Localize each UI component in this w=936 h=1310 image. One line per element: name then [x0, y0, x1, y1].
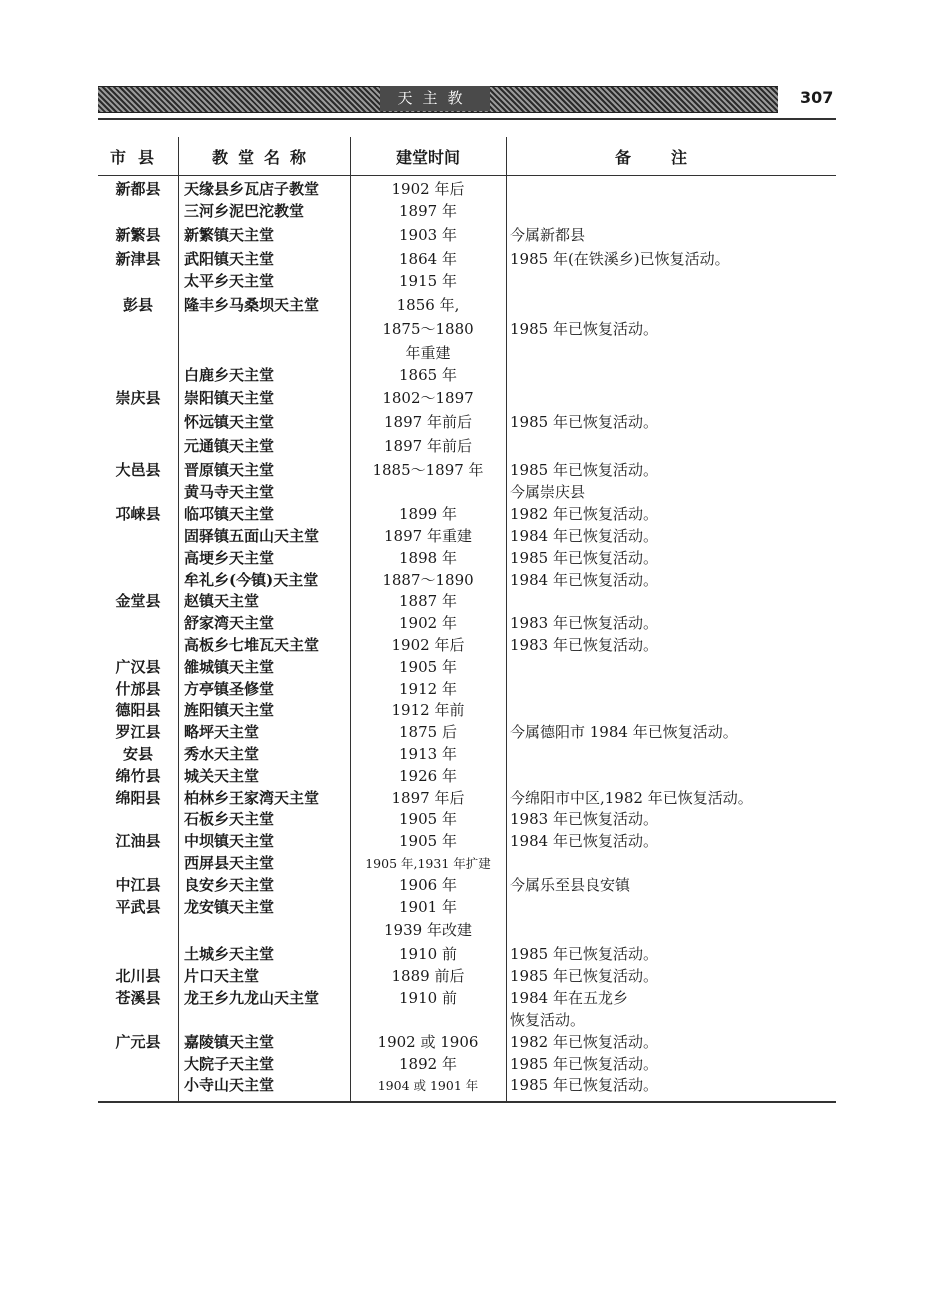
build-year-cell: 1802～1897 [382, 389, 474, 408]
county-cell: 金堂县 [115, 592, 161, 611]
church-name-cell: 良安乡天主堂 [184, 875, 275, 894]
note-cell: 1983 年已恢复活动。 [510, 810, 658, 829]
church-name-cell: 三河乡泥巴沱教堂 [184, 202, 305, 220]
table-bottom-rule [98, 1101, 836, 1103]
county-cell: 中江县 [115, 875, 161, 894]
build-year-cell: 1912 年前 [391, 701, 465, 720]
build-year-cell: 1897 年前后 [384, 437, 472, 456]
build-year-cell: 1915 年 [399, 271, 457, 290]
church-name-cell: 柏林乡王家湾天主堂 [184, 788, 320, 807]
build-year-cell: 1902 年 [399, 614, 457, 633]
table-row [98, 988, 836, 1010]
county-cell: 彭县 [122, 295, 153, 314]
build-year-cell: 1887～1890 [382, 570, 474, 589]
church-name-cell: 舒家湾天主堂 [184, 614, 275, 633]
table-row [98, 293, 836, 317]
build-year-cell: 1864 年 [399, 249, 457, 268]
build-year-cell: 1905 年 [399, 810, 457, 829]
county-cell: 德阳县 [115, 701, 161, 720]
table-row [98, 657, 836, 679]
table-row [98, 434, 836, 458]
table-row [98, 201, 836, 223]
church-name-cell: 小寺山天主堂 [184, 1076, 275, 1095]
build-year-cell: 1887 年 [399, 592, 457, 611]
county-cell: 广元县 [115, 1032, 161, 1051]
build-year-cell: 1906 年 [399, 875, 457, 894]
table-row [98, 526, 836, 548]
column-header-county: 市县 [109, 148, 166, 167]
build-year-cell: 1910 前 [399, 989, 457, 1008]
county-cell: 苍溪县 [115, 989, 161, 1008]
table-row [98, 177, 836, 201]
county-cell: 绵阳县 [115, 788, 161, 807]
note-cell: 今属德阳市 1984 年已恢复活动。 [510, 723, 738, 742]
section-title: 天主教 [380, 86, 490, 111]
note-cell: 1985 年已恢复活动。 [510, 1054, 658, 1073]
table-row [98, 548, 836, 570]
table-top-rule [98, 118, 836, 120]
note-cell: 今属崇庆县 [510, 483, 586, 502]
build-year-cell: 1865 年 [399, 365, 457, 384]
table-row [98, 386, 836, 410]
note-cell: 1985 年已恢复活动。 [510, 461, 658, 480]
church-name-cell: 崇阳镇天主堂 [184, 389, 275, 408]
church-name-cell: 怀远镇天主堂 [184, 413, 275, 432]
table-row [98, 853, 836, 875]
note-cell: 1984 年已恢复活动。 [510, 526, 658, 545]
table-row [98, 1054, 836, 1076]
table-row [98, 897, 836, 919]
table-row [98, 341, 836, 365]
build-year-cell: 1897 年后 [391, 788, 465, 807]
church-name-cell: 龙王乡九龙山天主堂 [184, 989, 320, 1008]
note-cell: 1985 年已恢复活动。 [510, 548, 658, 567]
church-name-cell: 白鹿乡天主堂 [184, 365, 275, 384]
note-cell: 1985 年已恢复活动。 [510, 945, 658, 964]
table-row [98, 875, 836, 897]
table-row [98, 482, 836, 504]
county-cell: 大邑县 [115, 461, 161, 480]
build-year-cell: 1902 年后 [391, 180, 465, 198]
table-row [98, 918, 836, 942]
table-row [98, 591, 836, 613]
table-row [98, 317, 836, 341]
build-year-cell: 1889 前后 [391, 967, 465, 986]
note-cell: 今绵阳市中区,1982 年已恢复活动。 [510, 788, 753, 807]
church-name-cell: 天缘县乡瓦店子教堂 [184, 180, 320, 198]
county-cell: 北川县 [115, 967, 161, 986]
note-cell: 1985 年已恢复活动。 [510, 319, 658, 338]
note-cell: 1983 年已恢复活动。 [510, 614, 658, 633]
church-name-cell: 嘉陵镇天主堂 [184, 1032, 275, 1051]
table-row [98, 700, 836, 722]
note-cell: 1985 年已恢复活动。 [510, 413, 658, 432]
build-year-cell: 1875～1880 [382, 319, 474, 338]
church-name-cell: 隆丰乡马桑坝天主堂 [184, 295, 320, 314]
table-row [98, 942, 836, 966]
build-year-cell: 1903 年 [399, 225, 457, 244]
county-cell: 广汉县 [115, 657, 161, 676]
table-row [98, 788, 836, 810]
church-name-cell: 中坝镇天主堂 [184, 832, 275, 851]
build-year-cell: 1904 或 1901 年 [377, 1078, 479, 1094]
build-year-cell: 1913 年 [399, 744, 457, 763]
table-row [98, 831, 836, 853]
table-row [98, 247, 836, 271]
build-year-cell: 1897 年重建 [384, 526, 472, 545]
church-name-cell: 大院子天主堂 [184, 1054, 275, 1073]
build-year-cell: 1898 年 [399, 548, 457, 567]
table-row [98, 766, 836, 788]
build-year-cell: 1902 或 1906 [377, 1032, 479, 1051]
church-name-cell: 新繁镇天主堂 [184, 225, 275, 244]
county-cell: 崇庆县 [115, 389, 161, 408]
note-cell: 1985 年(在铁溪乡)已恢复活动。 [510, 249, 730, 268]
county-cell: 安县 [122, 744, 153, 763]
note-cell: 今属乐至县良安镇 [510, 875, 631, 894]
page-number: 307 [800, 88, 834, 107]
table-row [98, 223, 836, 247]
table-header-rule [98, 175, 836, 176]
column-header-note: 备注 [614, 148, 727, 167]
note-cell: 1984 年已恢复活动。 [510, 832, 658, 851]
county-cell: 新都县 [115, 180, 161, 198]
build-year-cell: 1899 年 [399, 505, 457, 524]
county-cell: 平武县 [115, 897, 161, 916]
table-row [98, 1032, 836, 1054]
church-name-cell: 高埂乡天主堂 [184, 548, 275, 567]
table-row [98, 504, 836, 526]
build-year-cell: 1939 年改建 [384, 921, 472, 940]
build-year-cell: 1905 年 [399, 832, 457, 851]
church-name-cell: 晋原镇天主堂 [184, 461, 275, 480]
note-cell: 1984 年在五龙乡 [510, 989, 628, 1008]
note-cell: 今属新都县 [510, 225, 586, 244]
table-row [98, 365, 836, 387]
table-row [98, 1075, 836, 1097]
note-cell: 1982 年已恢复活动。 [510, 505, 658, 524]
church-name-cell: 元通镇天主堂 [184, 437, 275, 456]
column-header-church: 教堂名称 [211, 148, 316, 167]
table-body [98, 177, 836, 1097]
church-name-cell: 旌阳镇天主堂 [184, 701, 275, 720]
build-year-cell: 1897 年前后 [384, 413, 472, 432]
church-name-cell: 方亭镇圣修堂 [184, 679, 275, 698]
note-cell: 1985 年已恢复活动。 [510, 1076, 658, 1095]
church-name-cell: 武阳镇天主堂 [184, 249, 275, 268]
table-row [98, 679, 836, 701]
church-name-cell: 石板乡天主堂 [184, 810, 275, 829]
note-cell: 1985 年已恢复活动。 [510, 967, 658, 986]
note-cell: 1983 年已恢复活动。 [510, 635, 658, 654]
church-name-cell: 临邛镇天主堂 [184, 505, 275, 524]
build-year-cell: 1892 年 [399, 1054, 457, 1073]
table-row [98, 1010, 836, 1032]
church-name-cell: 高板乡七堆瓦天主堂 [184, 635, 320, 654]
county-cell: 什邡县 [115, 679, 161, 698]
table-row [98, 271, 836, 293]
build-year-cell: 1875 后 [399, 723, 457, 742]
table-row [98, 966, 836, 988]
build-year-cell: 1902 年后 [391, 635, 465, 654]
table-row [98, 635, 836, 657]
county-cell: 新津县 [115, 249, 161, 268]
build-year-cell: 年重建 [405, 343, 451, 362]
note-cell: 恢复活动。 [510, 1010, 586, 1029]
church-name-cell: 土城乡天主堂 [184, 945, 275, 964]
county-cell: 新繁县 [115, 225, 161, 244]
build-year-cell: 1905 年,1931 年扩建 [365, 855, 491, 871]
church-name-cell: 固驿镇五面山天主堂 [184, 526, 320, 545]
table-row [98, 410, 836, 434]
church-name-cell: 西屏县天主堂 [184, 853, 275, 872]
church-name-cell: 牟礼乡(今镇)天主堂 [184, 570, 319, 589]
build-year-cell: 1885～1897 年 [372, 461, 484, 480]
note-cell: 1984 年已恢复活动。 [510, 570, 658, 589]
table-row [98, 458, 836, 482]
church-name-cell: 龙安镇天主堂 [184, 897, 275, 916]
column-header-year: 建堂时间 [395, 148, 460, 167]
note-cell: 1982 年已恢复活动。 [510, 1032, 658, 1051]
church-name-cell: 雒城镇天主堂 [184, 657, 275, 676]
church-name-cell: 片口天主堂 [184, 967, 260, 986]
table-row [98, 722, 836, 744]
county-cell: 邛崃县 [115, 505, 161, 524]
church-name-cell: 秀水天主堂 [184, 744, 260, 763]
table-row [98, 744, 836, 766]
church-name-cell: 城关天主堂 [184, 766, 260, 785]
church-name-cell: 太平乡天主堂 [184, 271, 275, 290]
church-name-cell: 赵镇天主堂 [184, 592, 260, 611]
county-cell: 江油县 [115, 832, 161, 851]
build-year-cell: 1926 年 [399, 766, 457, 785]
table-row [98, 809, 836, 831]
build-year-cell: 1856 年, [396, 295, 460, 314]
build-year-cell: 1905 年 [399, 657, 457, 676]
table-row [98, 613, 836, 635]
build-year-cell: 1912 年 [399, 679, 457, 698]
county-cell: 绵竹县 [115, 766, 161, 785]
church-name-cell: 黄马寺天主堂 [184, 483, 275, 502]
county-cell: 罗江县 [115, 723, 161, 742]
build-year-cell: 1910 前 [399, 945, 457, 964]
build-year-cell: 1897 年 [399, 202, 457, 220]
church-name-cell: 略坪天主堂 [184, 723, 260, 742]
table-row [98, 570, 836, 592]
build-year-cell: 1901 年 [399, 897, 457, 916]
